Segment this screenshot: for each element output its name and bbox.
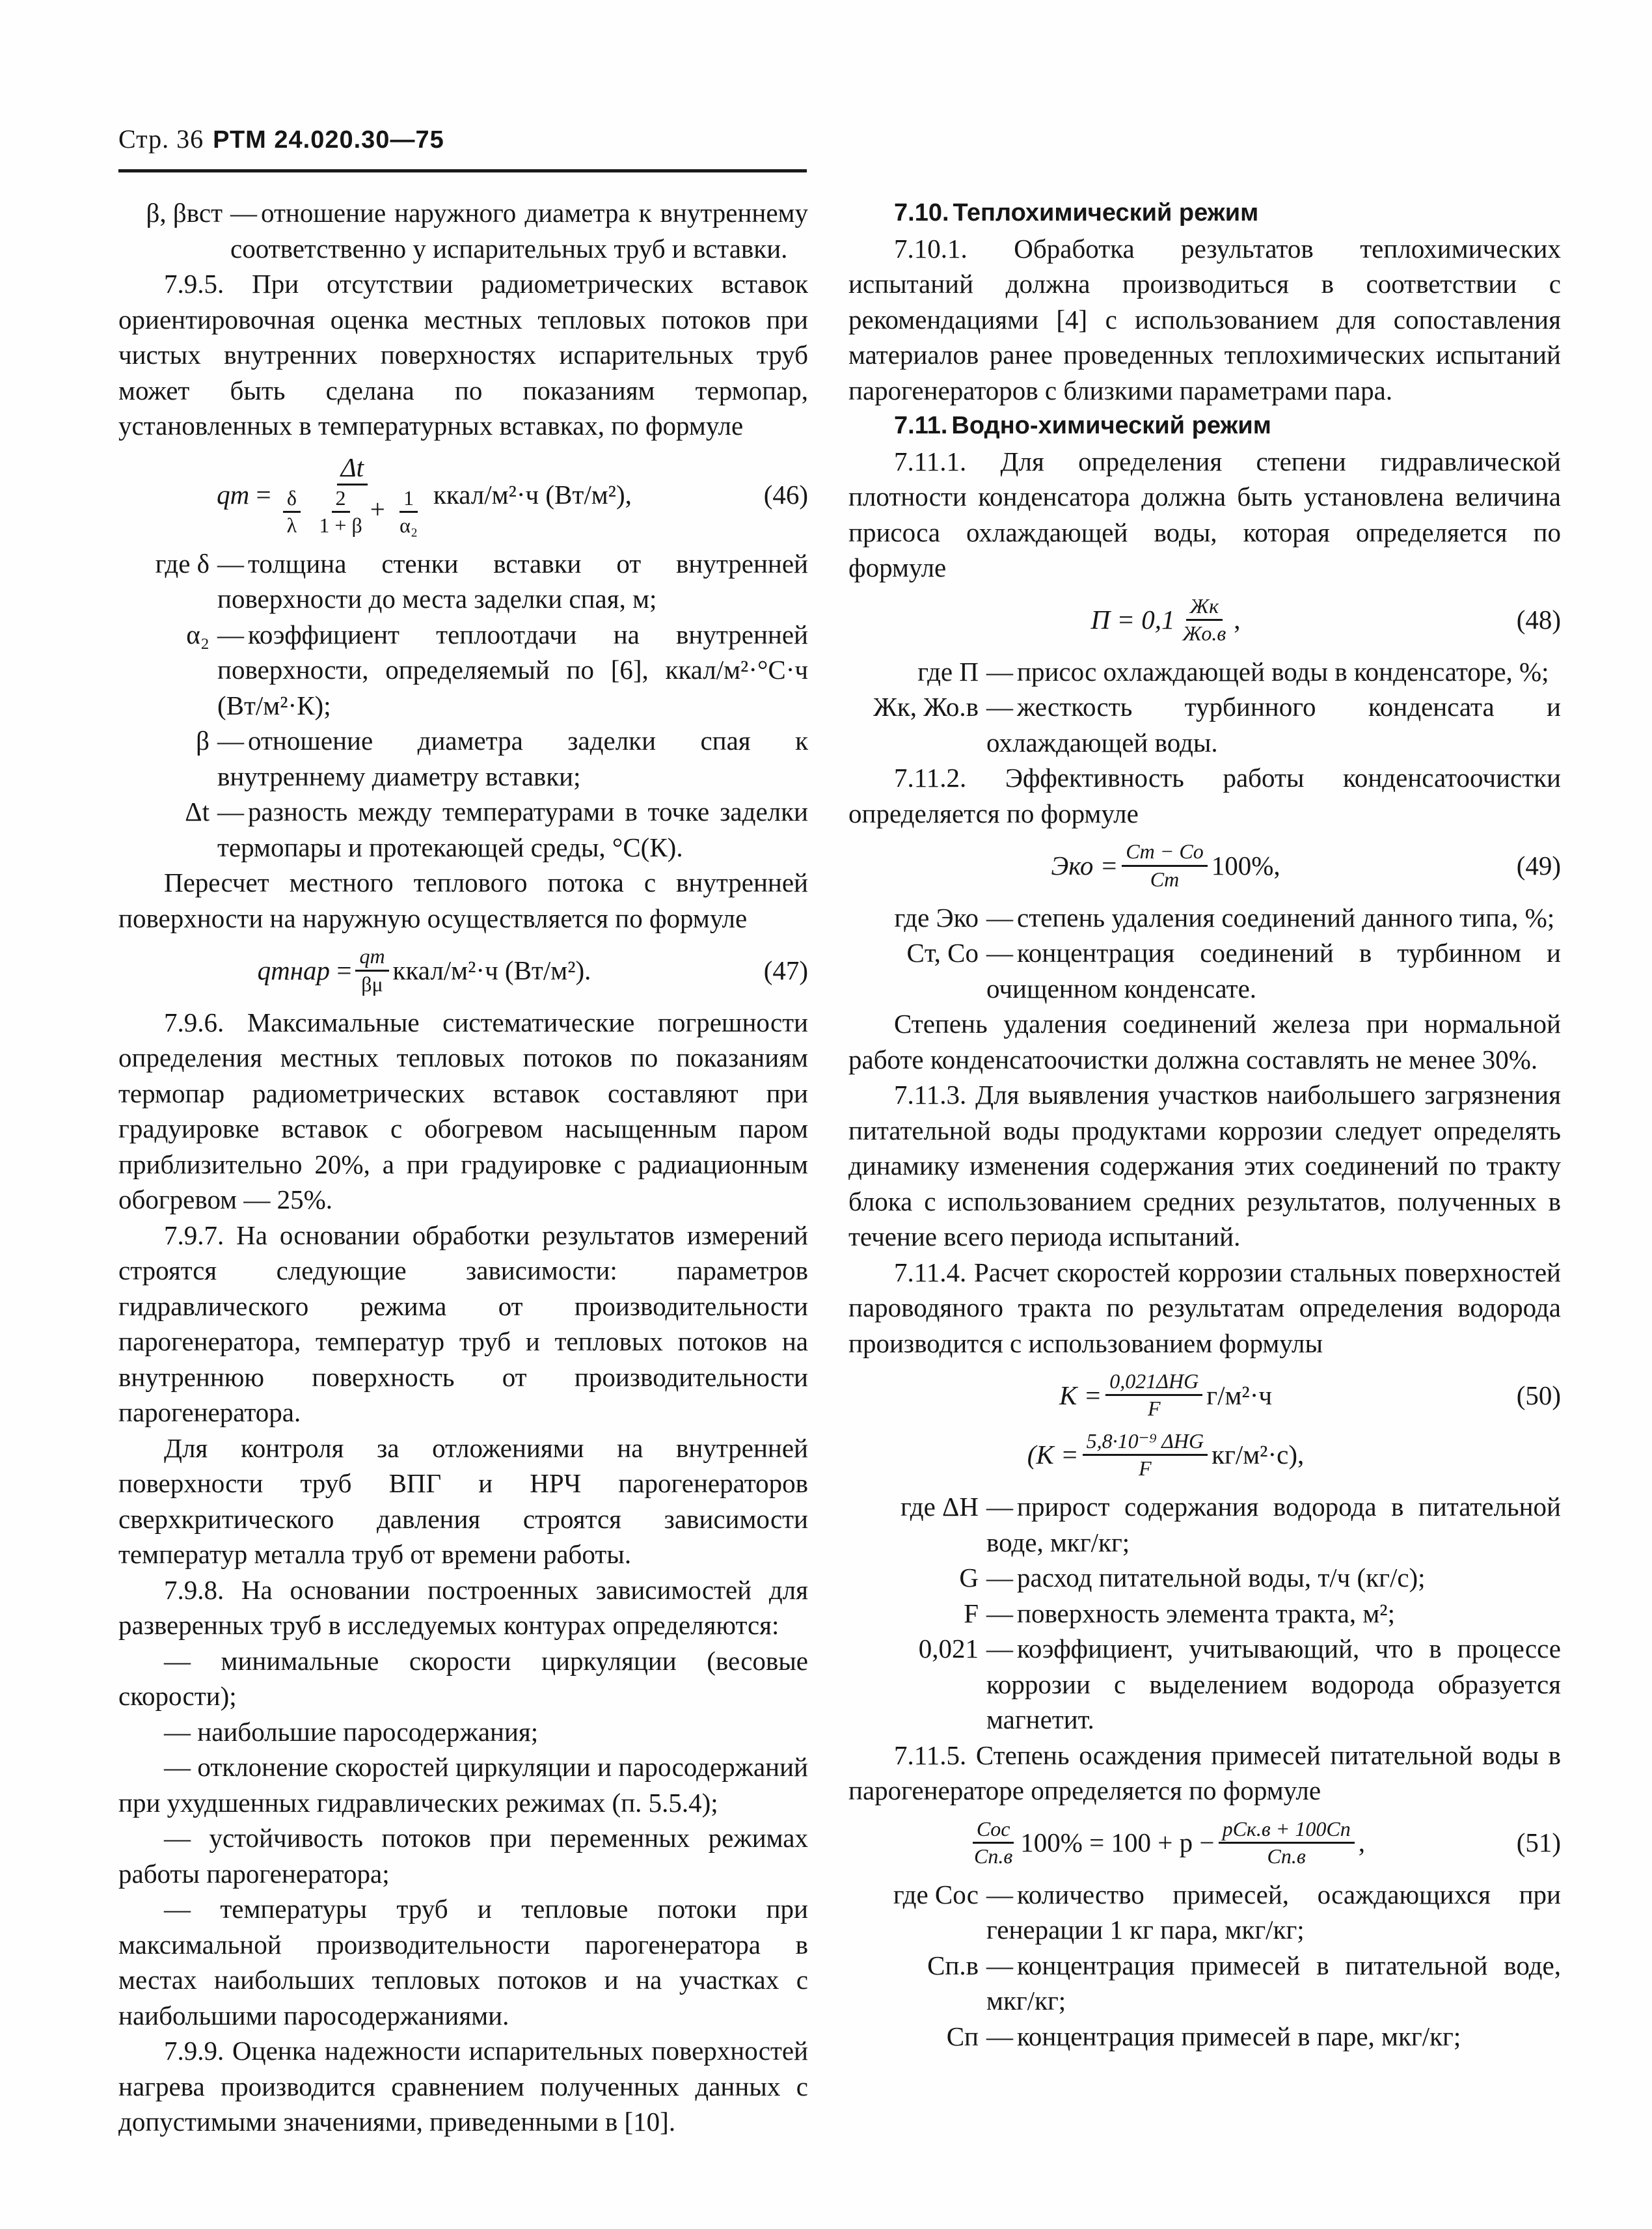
- definition-text: расход питательной воды, т/ч (кг/с);: [1017, 1563, 1426, 1593]
- paragraph-7-11-1: 7.11.1. Для определения степени гидравлической плотности конденсатора должна быть установлена величина присоса охлаждающей воды, которая определяется по формуле: [848, 446, 1561, 582]
- definition-text: концентрация примесей в питательной воде, мкг/кг;: [986, 1950, 1561, 2016]
- definition-term: Δt: [185, 797, 210, 827]
- paragraph-7-9-9: 7.9.9. Оценка надежности испарительных поверхностей нагрева производится сравнением полученных данных с допустимыми значениями, приведенными в [10].: [118, 2036, 808, 2137]
- definitions-49: где Эко — степень удаления соединений данного типа, %; Cт, Cо — концентрация соединений в турбинном и очищенном конденсате.: [848, 900, 1561, 1007]
- equation-46: qт = Δt $\frac{\delta}{\lambda}$ $\frac{2}{1 + \beta}$ + $\frac{1}{\text{α₂}}$ ккал/м²·ч (Вт/м²), (46): [217, 452, 808, 537]
- definition-term: β: [196, 726, 210, 756]
- definition-text: степень удаления соединений данного типа, %;: [1017, 902, 1555, 933]
- page-header: [118, 124, 444, 154]
- paragraph-7-9-5: 7.9.5. При отсутствии радиометрических вставок ориентировочная оценка местных тепловых потоков при чистых внутренних поверхностях испарительных труб может быть сделана по показаниям термопар, установленных в температурных вставках, по формуле: [118, 269, 808, 441]
- paragraph-7-9-7: 7.9.7. На основании обработки результатов измерений строятся следующие зависимости: параметров гидравлического режима от производительности парогенератора, температур труб и тепловых потоков на внутреннюю поверхность от производительности парогенератора.: [118, 1220, 808, 1428]
- equation-48: П = 0,1 $\frac{Жк}{Жо.в}$ , (48): [1090, 594, 1561, 645]
- list-item: — отклонение скоростей циркуляции и паросодержаний при ухудшенных гидравлических режимах (п. 5.5.4);: [118, 1752, 808, 1818]
- definition-term: где ΔH: [900, 1492, 979, 1522]
- equation-number: (50): [1516, 1380, 1561, 1410]
- definition-term: Cт, Cо: [906, 938, 979, 968]
- paragraph-7-10-1: 7.10.1. Обработка результатов теплохимических испытаний должна производиться в соответствии с рекомендациями [4] с использованием для сопоставления материалов ранее проведенных теплохимических испытаний парогенераторов с близкими параметрами пара.: [848, 233, 1561, 405]
- paragraph-control: Для контроля за отложениями на внутренней поверхности труб ВПГ и НРЧ парогенераторов сверхкритического давления строятся зависимости температур металла труб от времени работы.: [118, 1432, 808, 1570]
- section-heading-7-10: 7.10. Теплохимический режим: [894, 199, 1259, 226]
- section-heading-7-11: 7.11. Водно-химический режим: [894, 412, 1271, 439]
- list-item: — температуры труб и тепловые потоки при максимальной производительности парогенератора в местах наибольших тепловых потоков и на участках с наибольшими паросодержаниями.: [118, 1894, 808, 2031]
- definition-term: где δ: [155, 548, 210, 579]
- list-item: — наибольшие паросодержания;: [164, 1716, 539, 1747]
- list-item: — устойчивость потоков при переменных режимах работы парогенератора;: [118, 1823, 808, 1889]
- definition-text: прирост содержания водорода в питательной воде, мкг/кг;: [986, 1492, 1561, 1557]
- definitions-46: где δ — толщина стенки вставки от внутренней поверхности до места заделки спая, м; α₂ — коэффициент теплоотдачи на внутренней поверхности, определяемый по [6], ккал/м²·°C·ч (Вт/м²·К); β — отношение диаметра заделки спая к внутреннему диаметру вставки; Δt — разность между температурами в точке заделки термопары и протекающей среды, °C(К).: [118, 546, 808, 866]
- equation-number: (47): [763, 955, 808, 985]
- right-column: [848, 195, 1561, 2054]
- definition-text: разность между температурами в точке заделки термопары и протекающей среды, °C(К).: [217, 797, 808, 862]
- definition-text: коэффициент теплоотдачи на внутренней поверхности, определяемый по [6], ккал/м²·°C·ч (Вт/м²·К);: [217, 619, 808, 720]
- definition-text: концентрация примесей в паре, мкг/кг;: [1017, 2021, 1461, 2051]
- document-code: РТМ 24.020.30—75: [213, 126, 444, 154]
- definition-text: присос охлаждающей воды в конденсаторе, %;: [1017, 656, 1549, 687]
- definition-text: отношение диаметра заделки спая к внутреннему диаметру вставки;: [217, 726, 808, 791]
- definition-term: 0,021: [918, 1634, 979, 1663]
- page-number: Стр. 36: [118, 124, 204, 154]
- definitions-48: где П — присос охлаждающей воды в конденсаторе, %; Жк, Жо.в — жесткость турбинного конденсата и охлаждающей воды.: [848, 654, 1561, 761]
- definition-text: концентрация соединений в турбинном и очищенном конденсате.: [986, 938, 1561, 1004]
- definitions-50: где ΔH — прирост содержания водорода в питательной воде, мкг/кг; G — расход питательной воды, т/ч (кг/с); F — поверхность элемента тракта, м²; 0,021 — коэффициент, учитывающий, что в процессе коррозии с выделением водорода образуется магнетит.: [848, 1489, 1561, 1738]
- paragraph-7-9-6: 7.9.6. Максимальные систематические погрешности определения местных тепловых потоков по показаниям термопар радиометрических вставок составляют при градуировке вставок с обогревом насыщенным паром приблизительно 20%, а при градуировке с радиационным обогревом — 25%.: [118, 1007, 808, 1215]
- paragraph-7-9-8: 7.9.8. На основании построенных зависимостей для разверенных труб в исследуемых контурах определяются:: [118, 1574, 808, 1641]
- list-item: — минимальные скорости циркуляции (весовые скорости);: [118, 1645, 808, 1712]
- definition-text: отношение наружного диаметра к внутреннему соответственно у испарительных труб и вставки.: [230, 198, 808, 264]
- header-rule: [118, 169, 807, 172]
- paragraph-recalc: Пересчет местного теплового потока с внутренней поверхности на наружную осуществляется по формуле: [118, 868, 808, 933]
- equation-50: K = $\frac{\text{0,021ΔHG}}{F}$ г/м²·ч (50): [1059, 1369, 1561, 1421]
- definition-term: G: [959, 1563, 979, 1593]
- paragraph-7-11-3: 7.11.3. Для выявления участков наибольшего загрязнения питательной воды продуктами коррозии следует определять динамику изменения содержания этих соединений по тракту блока с использованием средних результатов, полученных в течение всего периода испытаний.: [848, 1080, 1561, 1252]
- definition-term: где Cос: [893, 1879, 979, 1909]
- definition-text: коэффициент, учитывающий, что в процессе коррозии с выделением водорода образуется магнетит.: [986, 1634, 1561, 1734]
- definition-term: F: [964, 1598, 979, 1628]
- paragraph-7-11-5: 7.11.5. Степень осаждения примесей питательной воды в парогенераторе определяется по формуле: [848, 1740, 1561, 1805]
- equation-number: (49): [1516, 850, 1561, 881]
- definitions-51: где Cос — количество примесей, осаждающихся при генерации 1 кг пара, мкг/кг; Cп.в — концентрация примесей в питательной воде, мкг/кг; Cп — концентрация примесей в паре, мкг/кг;: [848, 1877, 1561, 2055]
- definition-text: количество примесей, осаждающихся при генерации 1 кг пара, мкг/кг;: [986, 1879, 1561, 1945]
- paragraph-7-11-2: 7.11.2. Эффективность работы конденсатоочистки определяется по формуле: [848, 763, 1561, 828]
- left-column: [118, 195, 808, 2140]
- equation-50-si: (K = $\frac{\text{5,8·10⁻⁹ ΔHG}}{F}$ кг/м²·с),: [1027, 1429, 1305, 1480]
- paragraph-iron: Степень удаления соединений железа при нормальной работе конденсатоочистки должна составлять не менее 30%.: [848, 1009, 1561, 1074]
- equation-49: Эко = $\frac{Cт - Cо}{Cт}$ 100%, (49): [1051, 840, 1561, 891]
- paragraph-7-11-4: 7.11.4. Расчет скоростей коррозии стальных поверхностей пароводяного тракта по результатам определения водорода производится с использованием формулы: [848, 1257, 1561, 1358]
- equation-51: $\frac{\text{Cос}}{Cп.в}$ 100% = 100 + p − $\frac{\text{pCк.в + 100Cп}}{Cп.в}$ , (51): [848, 1818, 1561, 1868]
- definition-text: поверхность элемента тракта, м²;: [1017, 1598, 1395, 1628]
- definition-term: β, βвст: [146, 198, 223, 228]
- definition-term: Cп.в: [927, 1950, 979, 1980]
- definition-term: α₂: [186, 619, 210, 650]
- definition-term: Cп: [946, 2021, 979, 2051]
- beta-definition: β, βвст — отношение наружного диаметра к внутреннему соответственно у испарительных труб и вставки.: [118, 195, 808, 266]
- definition-term: где Эко: [894, 902, 979, 933]
- definition-text: толщина стенки вставки от внутренней поверхности до места заделки спая, м;: [217, 548, 808, 614]
- definition-term: Жк, Жо.в: [873, 692, 979, 722]
- equation-number: (51): [1516, 1827, 1561, 1857]
- equation-number: (46): [763, 479, 808, 510]
- equation-number: (48): [1516, 604, 1561, 635]
- definition-term: где П: [917, 656, 979, 687]
- equation-47: qтнар = $\frac{qт}{\beta\mu}$ ккал/м²·ч (Вт/м²). (47): [257, 944, 808, 996]
- definition-text: жесткость турбинного конденсата и охлаждающей воды.: [986, 692, 1561, 758]
